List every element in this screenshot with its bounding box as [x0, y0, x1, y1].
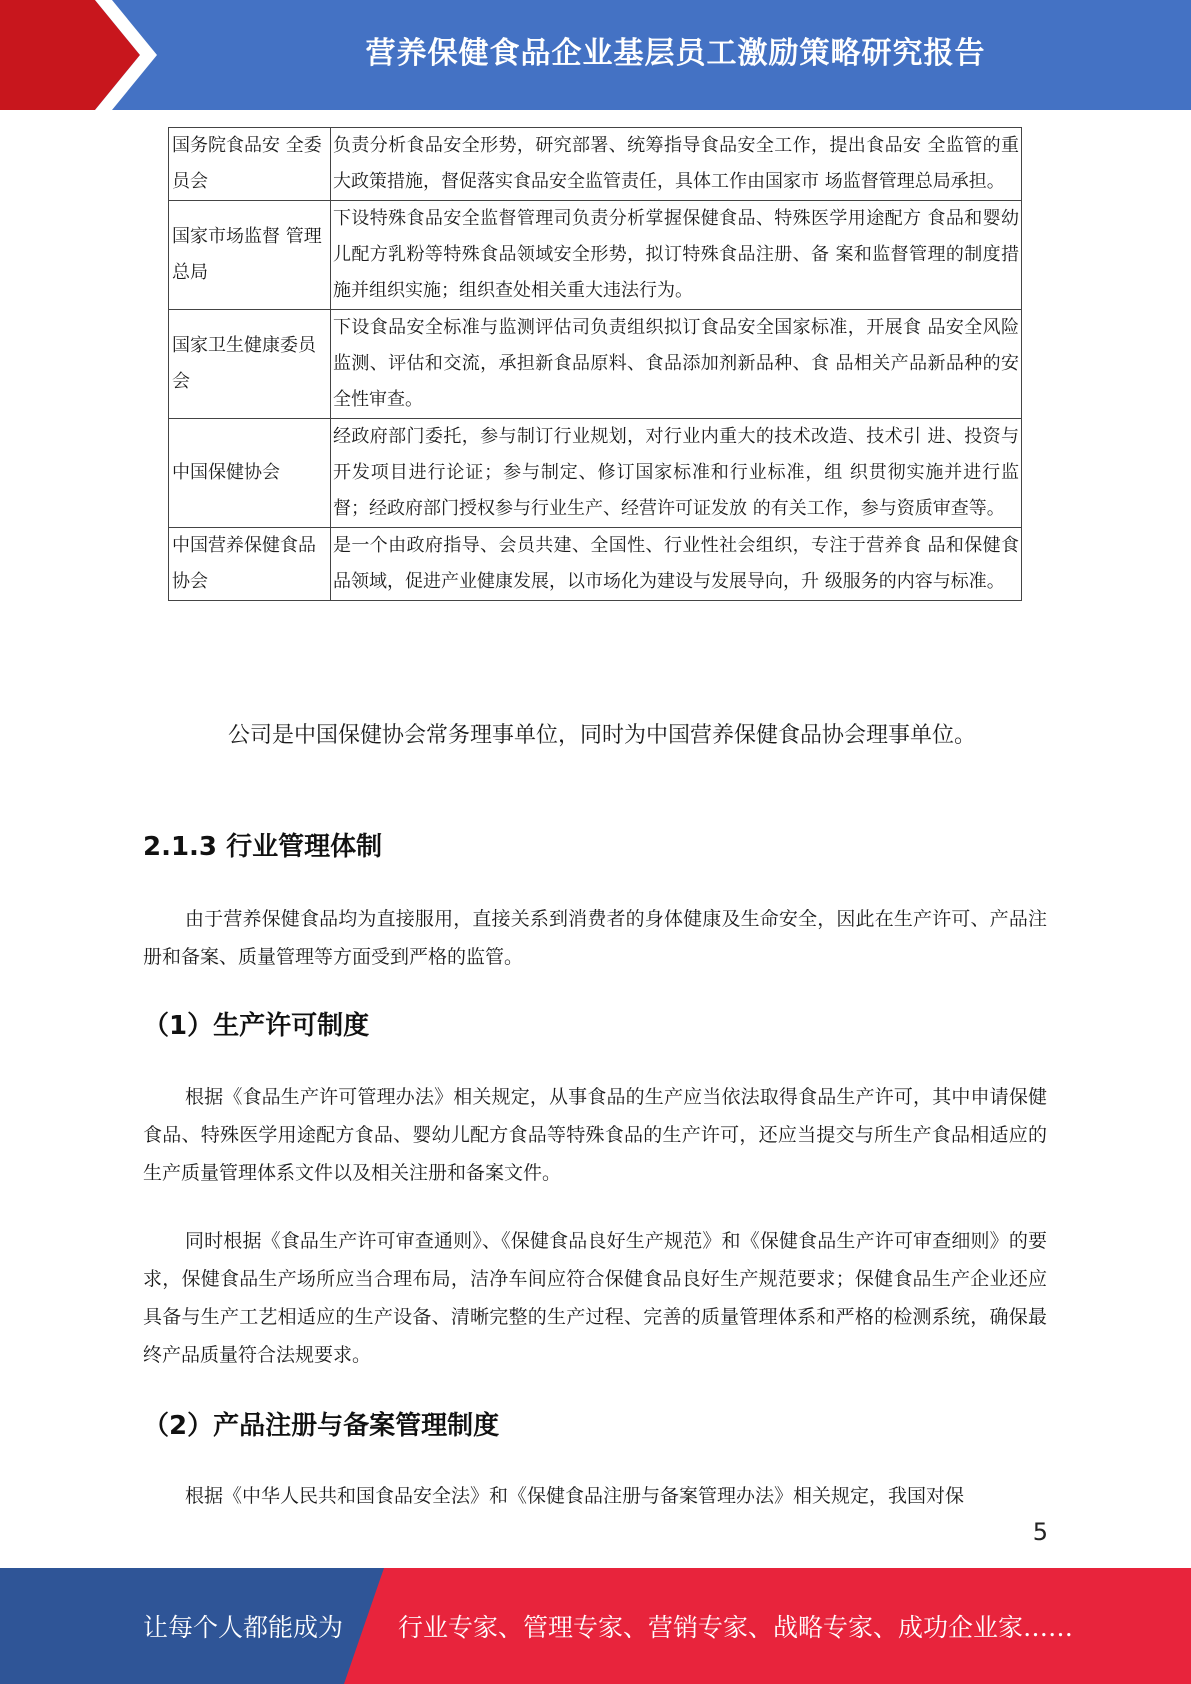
- body-name-cell: 中国营养保健食品协会: [169, 528, 331, 601]
- page-number: 5: [1032, 1518, 1048, 1546]
- table-row: [169, 310, 1022, 419]
- footer-slogan-right: 行业专家、管理专家、营销专家、战略专家、成功企业家……: [398, 1613, 1074, 1642]
- page-header: [0, 0, 1191, 110]
- section-heading: 2.1.3 行业管理体制: [143, 832, 383, 862]
- body-name-cell: 国家市场监督 管理总局: [169, 201, 331, 310]
- subsection-heading-production-license: （1）生产许可制度: [143, 1011, 370, 1041]
- footer-slogan-left: 让每个人都能成为: [143, 1613, 344, 1642]
- body-name-cell: 中国保健协会: [169, 419, 331, 528]
- body-duty-cell: 经政府部门委托，参与制订行业规划，对行业内重大的技术改造、技术引 进、投资与开发项目进行论证；参与制定、修订国家标准和行业标准，组 织贯彻实施并进行监督；经政府部门授权参与行业生产、经营许可证发放 的有关工作，参与资质审查等。: [331, 419, 1022, 528]
- company-membership-note: 公司是中国保健协会常务理事单位，同时为中国营养保健食品协会理事单位。: [228, 723, 977, 748]
- production-license-paragraph-2: 同时根据《食品生产许可审查通则》、《保健食品良好生产规范》和《保健食品生产许可审查细则》的要求，保健食品生产场所应当合理布局，洁净车间应符合保健食品良好生产规范要求；保健食品生产企业还应具备与生产工艺相适应的生产设备、清晰完整的生产过程、完善的质量管理体系和严格的检测系统，确保最终产品质量符合法规要求。: [143, 1230, 1047, 1366]
- body-duty-cell: 是一个由政府指导、会员共建、全国性、行业性社会组织，专注于营养食 品和保健食品领域，促进产业健康发展，以市场化为建设与发展导向，升 级服务的内容与标准。: [331, 528, 1022, 601]
- production-license-paragraph-1: 根据《食品生产许可管理办法》相关规定，从事食品的生产应当依法取得食品生产许可，其中申请保健食品、特殊医学用途配方食品、婴幼儿配方食品等特殊食品的生产许可，还应当提交与所生产食品相适应的生产质量管理体系文件以及相关注册和备案文件。: [143, 1086, 1047, 1184]
- registration-paragraph-1: 根据《中华人民共和国食品安全法》和《保健食品注册与备案管理办法》相关规定，我国对保: [185, 1485, 965, 1507]
- report-title: 营养保健食品企业基层员工激励策略研究报告: [365, 36, 986, 71]
- body-duty-cell: 下设食品安全标准与监测评估司负责组织拟订食品安全国家标准，开展食 品安全风险监测、评估和交流，承担新食品原料、食品添加剂新品种、食 品相关产品新品种的安全性审查。: [331, 310, 1022, 419]
- page-footer: [0, 1568, 1191, 1684]
- table-row: [169, 419, 1022, 528]
- body-name-cell: 国务院食品安 全委员会: [169, 128, 331, 201]
- table-row: [169, 201, 1022, 310]
- body-name-cell: 国家卫生健康委员会: [169, 310, 331, 419]
- intro-paragraph: 由于营养保健食品均为直接服用，直接关系到消费者的身体健康及生命安全，因此在生产许可、产品注册和备案、质量管理等方面受到严格的监管。: [143, 908, 1047, 968]
- table-row: [169, 528, 1022, 601]
- body-duty-cell: 负责分析食品安全形势，研究部署、统筹指导食品安全工作，提出食品安 全监管的重大政策措施，督促落实食品安全监管责任，具体工作由国家市 场监督管理总局承担。: [331, 128, 1022, 201]
- subsection-heading-registration: （2）产品注册与备案管理制度: [143, 1411, 500, 1441]
- body-duty-cell: 下设特殊食品安全监督管理司负责分析掌握保健食品、特殊医学用途配方 食品和婴幼儿配方乳粉等特殊食品领域安全形势，拟订特殊食品注册、备 案和监督管理的制度措施并组织实施；组织查处相关重大违法行为。: [331, 201, 1022, 310]
- table-row: [169, 128, 1022, 201]
- regulatory-bodies-table: [168, 127, 1022, 601]
